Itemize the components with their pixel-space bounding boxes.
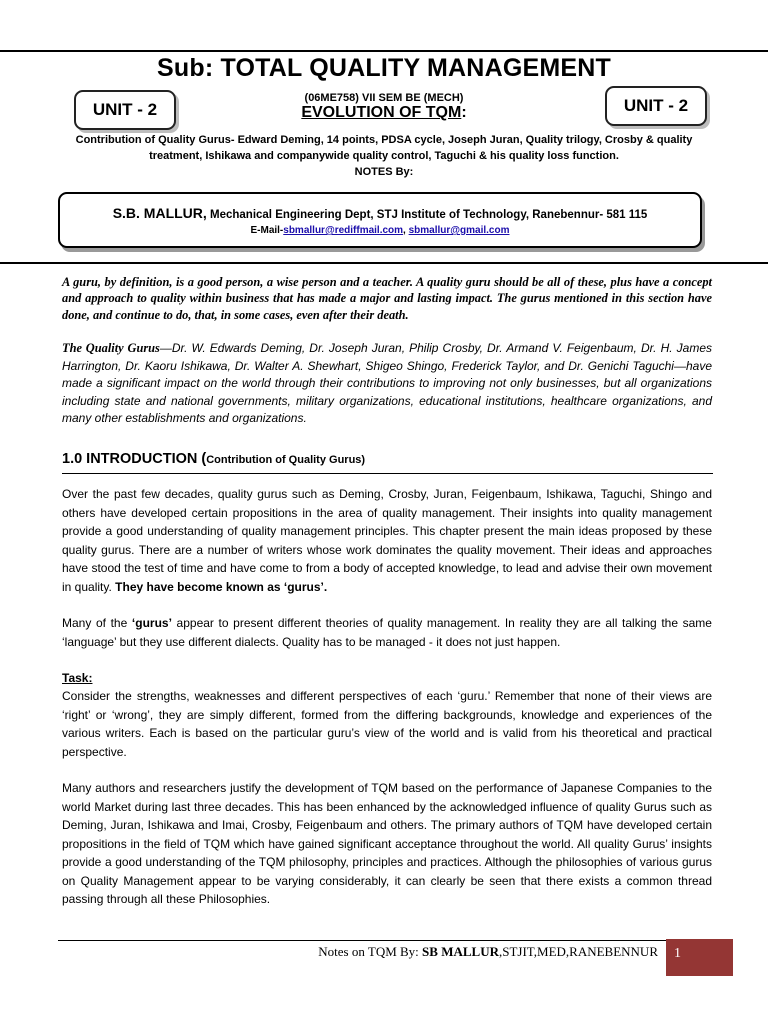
quality-gurus-paragraph: [62, 340, 712, 428]
footer-prefix: Notes on TQM By:: [318, 944, 423, 959]
author-box: [58, 192, 702, 248]
subtitle-colon: :: [461, 104, 467, 121]
intro-p1-text: Over the past few decades, quality gurus such as Deming, Crosby, Juran, Feigenbaum, Ishikawa, Taguchi, Shingo and others have developed certain propositions in the area of quality management. Their insights into quality management provide a good understanding of quality management principles. This chapter present the main ideas proposed by these quality gurus. There are a number of writers whose work dominates the quality movement. Their ideas and approaches have stood the test of time and have come to from a body of accepted knowledge, to lead and advise their own movement in quality.: [62, 487, 712, 594]
footer-author: SB MALLUR: [422, 944, 499, 959]
chapter-subtitle: [0, 104, 768, 122]
quality-gurus-text: —Dr. W. Edwards Deming, Dr. Joseph Juran, Philip Crosby, Dr. Armand V. Feigenbaum, Dr. H. James Harrington, Dr. Kaoru Ishikawa, Dr. Walter A. Shewhart, Shigeo Shingo, Frederick Taylor, and Dr. Genichi Taguchi—have made a significant impact on the world through their contributions to improving not only businesses, but all organizations including state and national governments, military organizations, educational institutions, healthcare organizations, and many other establishments and organizations.: [62, 341, 713, 426]
section-rule: [62, 473, 713, 474]
course-code: (06ME758) VII SEM BE (MECH): [304, 92, 464, 104]
task-heading: Task:: [62, 671, 93, 685]
guru-definition-paragraph: A guru, by definition, is a good person, a wise person and a teacher. A quality guru should be all of these, plus have a concept and approach to quality within business that has made a major and lasting impact. The gurus mentioned in this section have done, and continue to do, that, in some cases, even after their death.: [62, 275, 712, 322]
page-title: Sub: TOTAL QUALITY MANAGEMENT: [157, 54, 611, 82]
email-line: [60, 225, 700, 236]
tqm-paragraph: Many authors and researchers justify the development of TQM based on the performance of Japanese Companies to the world Market during last three decades. This has been enhanced by the acknowledged influence of quality Gurus such as Deming, Juran, Ishikawa and Imai, Crosby, Feigenbaum and others. The primary authors of TQM have developed certain propositions in the field of TQM which have gained significant acceptance throughout the world. All quality Gurus’ insights provide a good understanding of the TQM philosophy, principles and practices. Although the philosophies of various gurus on Quality Management appear to be varying considerably, it can clearly be seen that there exists a common thread passing through all these Philosophies.: [62, 781, 712, 906]
top-rule: [0, 50, 768, 52]
email-label: E-Mail-: [250, 225, 284, 236]
email-separator: ,: [403, 225, 406, 236]
subtitle-text: EVOLUTION OF TQM: [301, 104, 462, 121]
section-heading-main: 1.0 INTRODUCTION (: [62, 451, 207, 467]
intro-paragraph-1: [62, 485, 712, 596]
header-bottom-rule: [0, 262, 768, 264]
p2-gurus-bold: ‘gurus’: [131, 616, 172, 630]
email-link-gmail[interactable]: sbmallur@gmail.com: [408, 225, 510, 236]
task-label: [62, 669, 712, 688]
p2-start: Many of the: [62, 616, 132, 630]
contribution-summary: Contribution of Quality Gurus- Edward Deming, 14 points, PDSA cycle, Joseph Juran, Quality trilogy, Crosby & quality treatment, Ishikawa and companywide quality control, Taguchi & his quality loss function.: [75, 134, 693, 162]
email-link-rediff[interactable]: sbmallur@rediffmail.com: [283, 225, 404, 236]
page-number: 1: [666, 939, 733, 976]
unit-badge-left: UNIT - 2: [74, 90, 176, 130]
author-line: [60, 205, 700, 221]
unit-badge-right: UNIT - 2: [605, 86, 707, 126]
section-heading-sub: Contribution of Quality Gurus): [206, 454, 366, 466]
p2-end: appear to present different theories of quality management. In reality they are all talking the same ‘language’ but they use different dialects. Quality has to be managed - it does not just happen.: [62, 616, 712, 649]
notes-by-label: NOTES By:: [354, 166, 414, 178]
intro-p1-bold: They have become known as ‘gurus’.: [115, 579, 328, 594]
footer-text: [230, 944, 658, 960]
footer-suffix: ,STJIT,MED,RANEBENNUR: [498, 944, 658, 959]
author-name: S.B. MALLUR,: [112, 205, 207, 221]
task-paragraph: Consider the strengths, weaknesses and different perspectives of each ‘guru.’ Remember that none of their views are ‘right’ or ‘wrong’, they are simply different, formed from the differing backgrounds, knowledge and experiences of the various writers. Each is based on the particular guru’s view of the world and is valid from his theoretical and practical perspective.: [62, 689, 712, 759]
footer-rule: [58, 940, 666, 941]
intro-paragraph-2: [62, 614, 712, 651]
section-heading: [62, 451, 712, 467]
author-affiliation: Mechanical Engineering Dept, STJ Institute of Technology, Ranebennur- 581 115: [210, 209, 648, 221]
quality-gurus-lead: The Quality Gurus: [62, 341, 160, 355]
